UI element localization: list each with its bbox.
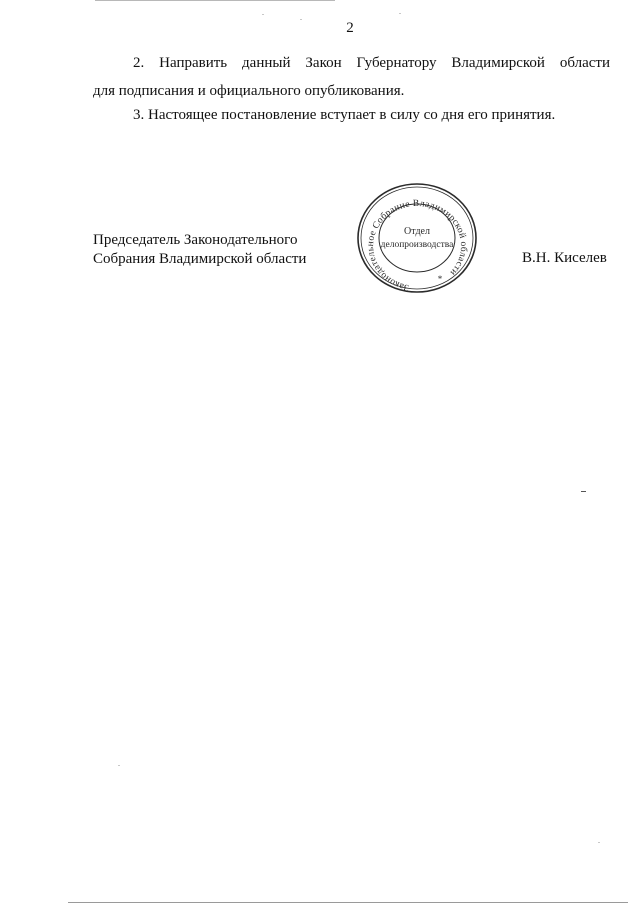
bottom-scan-edge <box>68 902 628 903</box>
signatory-position-line-2: Собрания Владимирской области <box>93 251 307 267</box>
seal-star: * <box>437 274 443 284</box>
signatory-position <box>93 231 306 269</box>
signatory-name: В.Н. Киселев <box>522 250 607 266</box>
scan-speck <box>399 13 401 14</box>
seal-center-line-1: Отдел <box>404 226 430 237</box>
paragraph-2-line-1: 2. Направить данный Закон Губернатору Владимирской области <box>133 55 610 71</box>
paragraph-3: 3. Настоящее постановление вступает в силу со дня его принятия. <box>133 107 556 123</box>
top-scan-edge <box>95 0 335 1</box>
signatory-position-line-1: Председатель Законодательного <box>93 232 298 248</box>
official-seal <box>354 180 480 296</box>
seal-ring-text: Законодательное Собрание Владимирской области <box>365 198 469 293</box>
seal-center-line-2: делопроизводства <box>380 240 454 250</box>
page-number: 2 <box>346 20 354 36</box>
scan-speck <box>262 14 264 15</box>
seal-graphic <box>354 180 480 296</box>
scan-speck <box>300 19 302 20</box>
paragraph-2-line-2: для подписания и официального опубликования. <box>93 83 405 99</box>
scan-speck <box>118 765 120 766</box>
scan-speck <box>581 491 586 492</box>
scan-speck <box>598 842 600 843</box>
